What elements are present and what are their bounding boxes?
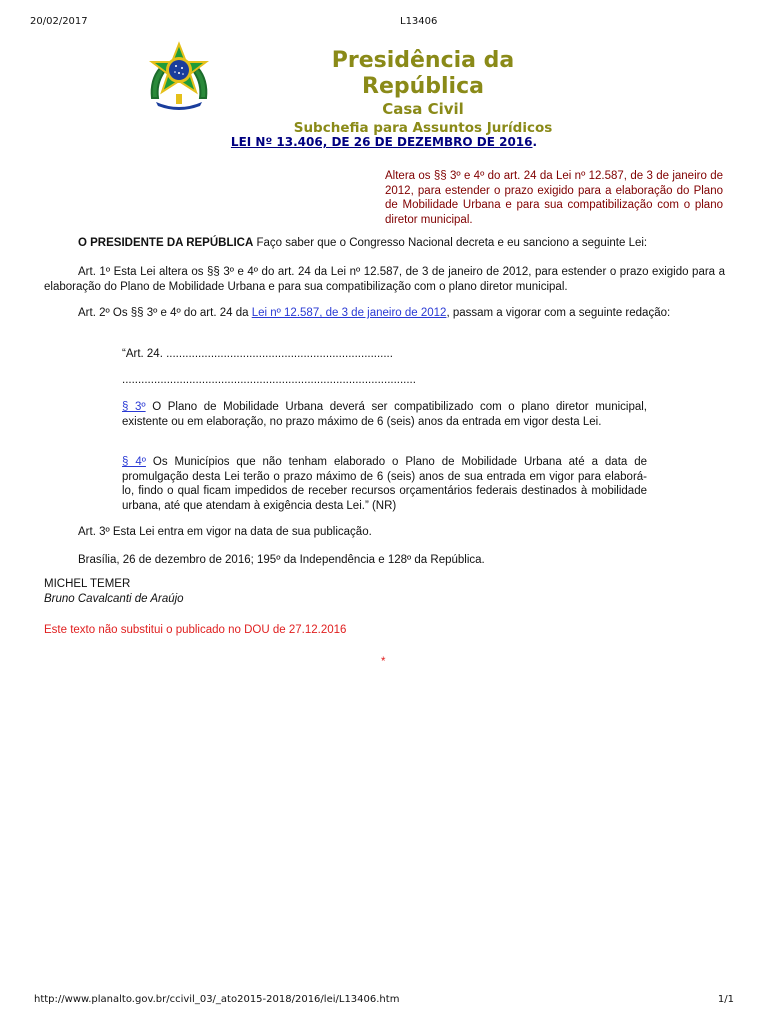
brazil-coat-of-arms-icon	[146, 40, 212, 114]
article-3-text: Art. 3º Esta Lei entra em vigor na data de sua publicação.	[78, 526, 372, 538]
article-2	[44, 306, 725, 321]
quote-dots: ............................................................................................	[122, 374, 416, 386]
header-subtitle: Casa Civil	[382, 100, 464, 118]
paragraph-3-text: O Plano de Mobilidade Urbana deverá ser compatibilizado com o plano diretor municipal, existente ou em elaboração, no prazo máximo de 6 (seis) anos da entrada em vigor desta Lei.	[122, 401, 648, 428]
lei-12587-link[interactable]: Lei nº 12.587, de 3 de janeiro de 2012	[251, 307, 447, 319]
asterisk: *	[381, 656, 386, 668]
article-1	[44, 265, 725, 294]
president-name: MICHEL TEMER	[44, 578, 131, 590]
dou-note: Este texto não substitui o publicado no DOU de 27.12.2016	[44, 624, 347, 636]
page-header	[278, 48, 568, 137]
law-title-period: .	[532, 135, 538, 149]
preamble	[44, 236, 725, 251]
print-header	[30, 16, 738, 30]
print-page-number: 1/1	[717, 994, 734, 1005]
law-title-link[interactable]: LEI Nº 13.406, DE 26 DE DEZEMBRO DE 2016	[230, 135, 533, 149]
paragraph-4	[122, 455, 647, 513]
paragraph-4-text: Os Municípios que não tenham elaborado o Plano de Mobilidade Urbana até a data de promulgação desta Lei terão o prazo máximo de 6 (seis) anos de sua entrada em vigor para elaborá-lo, findo o qual ficam impedidos de receber recursos orçamentários federais destinados à mobilidade urbana, até que atendam à exigência desta Lei.” (NR)	[122, 456, 648, 512]
article-2-end: , passam a vigorar com a seguinte redação:	[446, 307, 671, 319]
header-title: Presidência da República	[331, 48, 515, 99]
preamble-text: Faço saber que o Congresso Nacional decreta e eu sanciono a seguinte Lei:	[253, 237, 648, 249]
law-title	[0, 135, 768, 149]
minister-name: Bruno Cavalcanti de Araújo	[44, 592, 184, 605]
closing	[44, 553, 725, 568]
paragraph-4-link[interactable]: § 4º	[122, 456, 146, 468]
paragraph-3-link[interactable]: § 3º	[122, 401, 146, 413]
print-date: 20/02/2017	[30, 16, 88, 27]
print-doc-name: L13406	[400, 16, 438, 27]
law-ementa: Altera os §§ 3º e 4º do art. 24 da Lei nº 12.587, de 3 de janeiro de 2012, para estender o prazo exigido para a elaboração do Plano de Mobilidade Urbana e para sua compatibilização com o plano diretor municipal.	[385, 170, 723, 226]
article-2-start: Art. 2º Os §§ 3º e 4º do art. 24 da	[78, 307, 252, 319]
quote-art-24: “Art. 24. .......................................................................	[122, 348, 393, 360]
signatures	[44, 577, 184, 606]
print-url: http://www.planalto.gov.br/ccivil_03/_ato2015-2018/2016/lei/L13406.htm	[34, 994, 400, 1005]
preamble-bold: O PRESIDENTE DA REPÚBLICA	[78, 237, 254, 249]
paragraph-3	[122, 400, 647, 429]
article-3	[44, 525, 725, 540]
header-subchefia: Subchefia para Assuntos Jurídicos	[293, 120, 553, 136]
article-1-text: Art. 1º Esta Lei altera os §§ 3º e 4º do art. 24 da Lei nº 12.587, de 3 de janeiro de 2012, para estender o prazo exigido para a elaboração do Plano de Mobilidade Urbana e para sua compatibilização com o plano diretor municipal.	[44, 266, 725, 293]
closing-text: Brasília, 26 de dezembro de 2016; 195º da Independência e 128º da República.	[78, 554, 485, 566]
